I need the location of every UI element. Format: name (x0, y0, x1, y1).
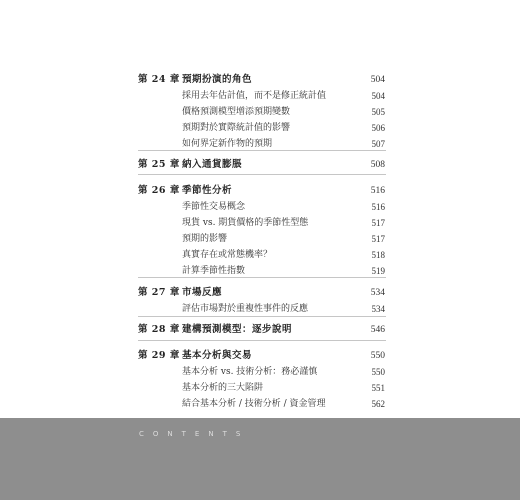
section-page-number: 506 (371, 123, 385, 133)
section-title: 評估市場對於重複性事件的反應 (182, 304, 309, 314)
section-title: 基本分析的三大陷阱 (182, 383, 264, 393)
chapter-heading (0, 157, 520, 173)
section-title: 採用去年估計值，而不是修正統計值 (182, 91, 327, 101)
chapter-page-number: 516 (370, 186, 385, 196)
chapter-page-number: 504 (370, 75, 385, 85)
section-title: 季節性交易概念 (182, 202, 246, 212)
chapter-heading (0, 285, 520, 301)
section-entry (0, 231, 520, 247)
chapter-title: 預期扮演的角色 (182, 74, 253, 85)
chapter-page-number: 546 (370, 325, 385, 335)
section-page-number: 516 (371, 202, 385, 212)
chapter-number: 第 24 章 (138, 74, 180, 85)
chapter-number: 第 28 章 (138, 324, 180, 335)
section-page-number: 504 (371, 91, 385, 101)
section-entry (0, 120, 520, 136)
section-title: 預期對於實際統計值的影響 (182, 123, 291, 133)
chapter-heading (0, 183, 520, 199)
footer-band (0, 418, 520, 500)
section-entry (0, 199, 520, 215)
section-page-number: 550 (371, 367, 385, 377)
section-title: 真實存在或常態機率？ (182, 250, 273, 260)
section-entry (0, 88, 520, 104)
chapter-page-number: 508 (370, 160, 385, 170)
section-title: 計算季節性指數 (182, 266, 246, 276)
section-page-number: 507 (371, 139, 385, 149)
section-title: 基本分析 vs. 技術分析：務必謹慎 (182, 367, 318, 377)
chapter-heading (0, 348, 520, 364)
footer-label: CONTENTS (139, 430, 250, 438)
chapter-number: 第 26 章 (138, 185, 180, 196)
section-title: 現貨 vs. 期貨價格的季節性型態 (182, 218, 309, 228)
chapter-divider (138, 150, 386, 151)
chapter-heading (0, 322, 520, 338)
section-title: 預期的影響 (182, 234, 228, 244)
section-page-number: 562 (371, 399, 385, 409)
section-page-number: 518 (371, 250, 385, 260)
section-title: 價格預測模型增添預期變數 (182, 107, 291, 117)
section-page-number: 517 (371, 234, 385, 244)
chapter-divider (138, 174, 386, 175)
chapter-divider (138, 316, 386, 317)
chapter-heading (0, 72, 520, 88)
section-page-number: 519 (371, 266, 385, 276)
section-page-number: 505 (371, 107, 385, 117)
chapter-page-number: 550 (370, 351, 385, 361)
section-entry (0, 396, 520, 412)
section-entry (0, 364, 520, 380)
chapter-title: 納入通貨膨脹 (182, 159, 243, 170)
chapter-number: 第 29 章 (138, 350, 180, 361)
chapter-page-number: 534 (370, 288, 385, 298)
section-title: 結合基本分析 / 技術分析 / 資金管理 (182, 399, 326, 409)
section-page-number: 534 (371, 304, 385, 314)
section-entry (0, 247, 520, 263)
section-title: 如何界定新作物的預期 (182, 139, 273, 149)
section-page-number: 551 (371, 383, 385, 393)
chapter-number: 第 25 章 (138, 159, 180, 170)
chapter-divider (138, 277, 386, 278)
section-entry (0, 104, 520, 120)
section-entry (0, 380, 520, 396)
section-entry (0, 215, 520, 231)
chapter-title: 季節性分析 (182, 185, 233, 196)
chapter-number: 第 27 章 (138, 287, 180, 298)
chapter-title: 建構預測模型：逐步說明 (182, 324, 293, 335)
section-entry (0, 301, 520, 317)
section-page-number: 517 (371, 218, 385, 228)
chapter-title: 基本分析與交易 (182, 350, 253, 361)
chapter-title: 市場反應 (182, 287, 223, 298)
chapter-divider (138, 340, 386, 341)
